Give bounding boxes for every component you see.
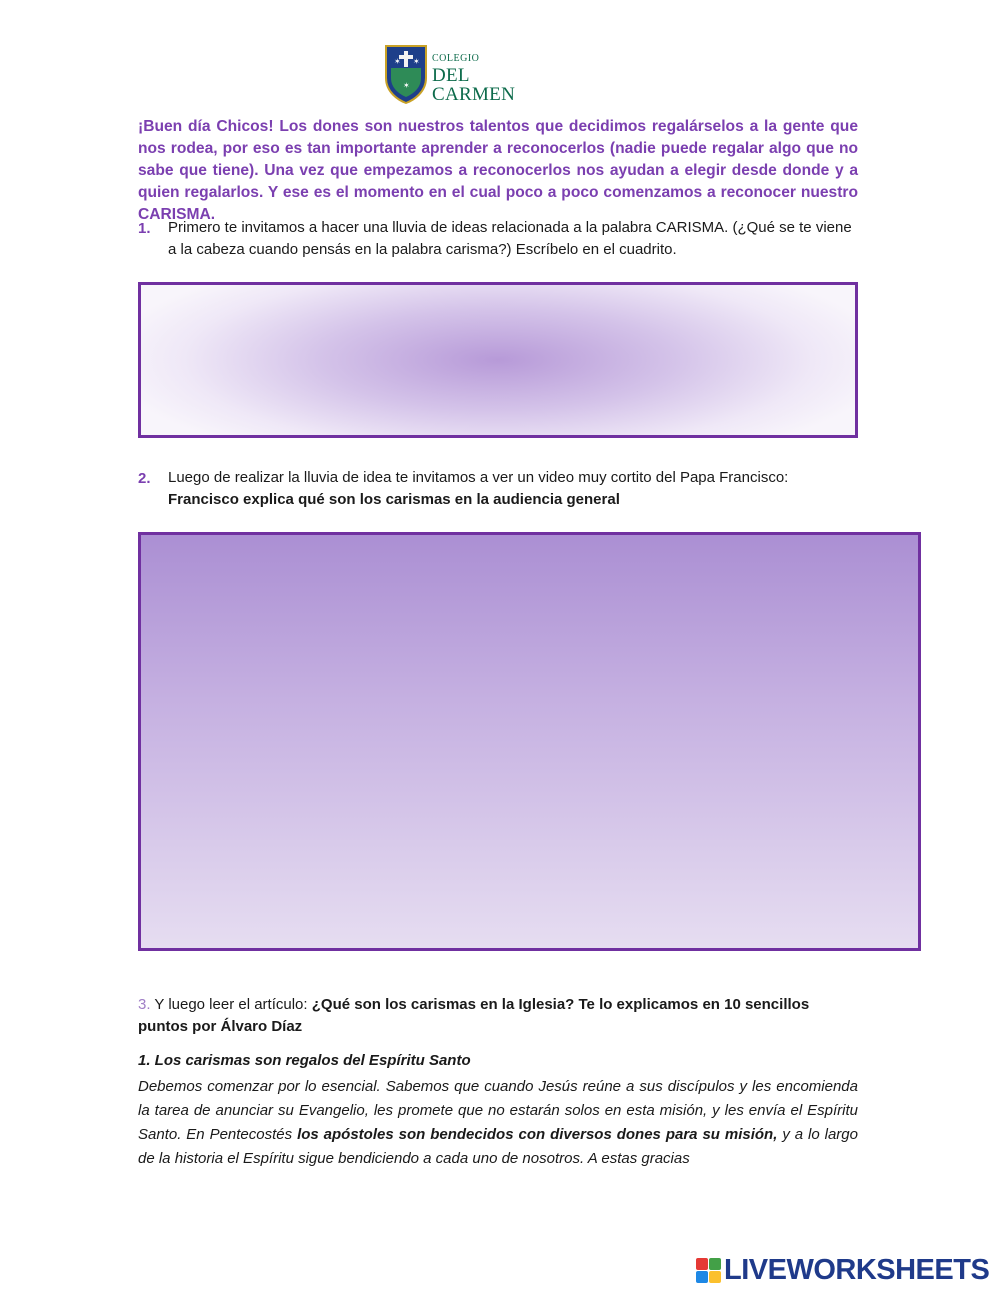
question-3-text: Y luego leer el artículo: (150, 996, 312, 1013)
article-section-title: 1. Los carismas son regalos del Espíritu Santo (138, 1052, 471, 1069)
article-body-bold: los apóstoles son bendecidos con diversos dones para su misión, (297, 1126, 778, 1143)
question-2-text (168, 467, 858, 511)
question-1 (138, 217, 858, 261)
intro-paragraph: ¡Buen día Chicos! Los dones son nuestros talentos que decidimos regalárselos a la gente que nos rodea, por eso es tan importante aprender a reconocerlos (nadie puede regalar algo que no sabe que tiene). Una vez que empezamos a reconocerlos nos ayudan a elegir desde donde y a quien regalarlos. Y ese es el momento en el cual poco a poco comenzamos a reconocer nuestro CARISMA. (138, 118, 858, 223)
question-2-plain: Luego de realizar la lluvia de idea te invitamos a ver un video muy cortito del Papa Francisco: (168, 469, 789, 486)
question-1-number: 1. (138, 220, 151, 237)
question-2-number: 2. (138, 470, 151, 487)
svg-text:✶: ✶ (403, 81, 410, 90)
answer-box-carisma[interactable] (138, 282, 858, 438)
question-3-number: 3. (138, 996, 151, 1013)
school-name (432, 54, 544, 104)
svg-text:✶: ✶ (413, 57, 420, 66)
article-reference: ¿Qué son los carismas en la Iglesia? Te lo explicamos en 10 sencillos puntos por Álvaro Díaz (138, 996, 810, 1035)
video-title: Francisco explica qué son los carismas en la audiencia general (168, 491, 620, 508)
video-embed-area[interactable] (138, 532, 921, 951)
shield-icon (384, 44, 428, 104)
school-name-line1: COLEGIO (432, 53, 480, 64)
svg-text:✶: ✶ (394, 57, 401, 66)
school-logo (384, 44, 544, 106)
article-body-start: Debemos comenzar por lo esencial. Sabemos que cuando Jesús reúne a sus discípulos y les encomienda la tarea de anunciar su Evangelio, les promete que no estarán solos en esta misión, y les envía el Espíritu Santo. En Pentecostés (138, 1078, 858, 1143)
question-3 (138, 994, 858, 1038)
liveworksheets-icon (696, 1258, 721, 1283)
liveworksheets-text: LIVEWORKSHEETS (724, 1253, 990, 1286)
question-1-text: Primero te invitamos a hacer una lluvia de ideas relacionada a la palabra CARISMA. (¿Qué se te viene a la cabeza cuando pensás en la palabra carisma?) Escríbelo en el cuadrito. (168, 219, 852, 258)
school-name-line2: DEL CARMEN (432, 65, 516, 105)
article-body-end: y a lo largo de la historia el Espíritu sigue bendiciendo a cada uno de nosotros. A estas gracias (138, 1126, 858, 1167)
liveworksheets-logo (696, 1253, 990, 1286)
question-2 (138, 467, 858, 511)
article-body (138, 1075, 858, 1171)
